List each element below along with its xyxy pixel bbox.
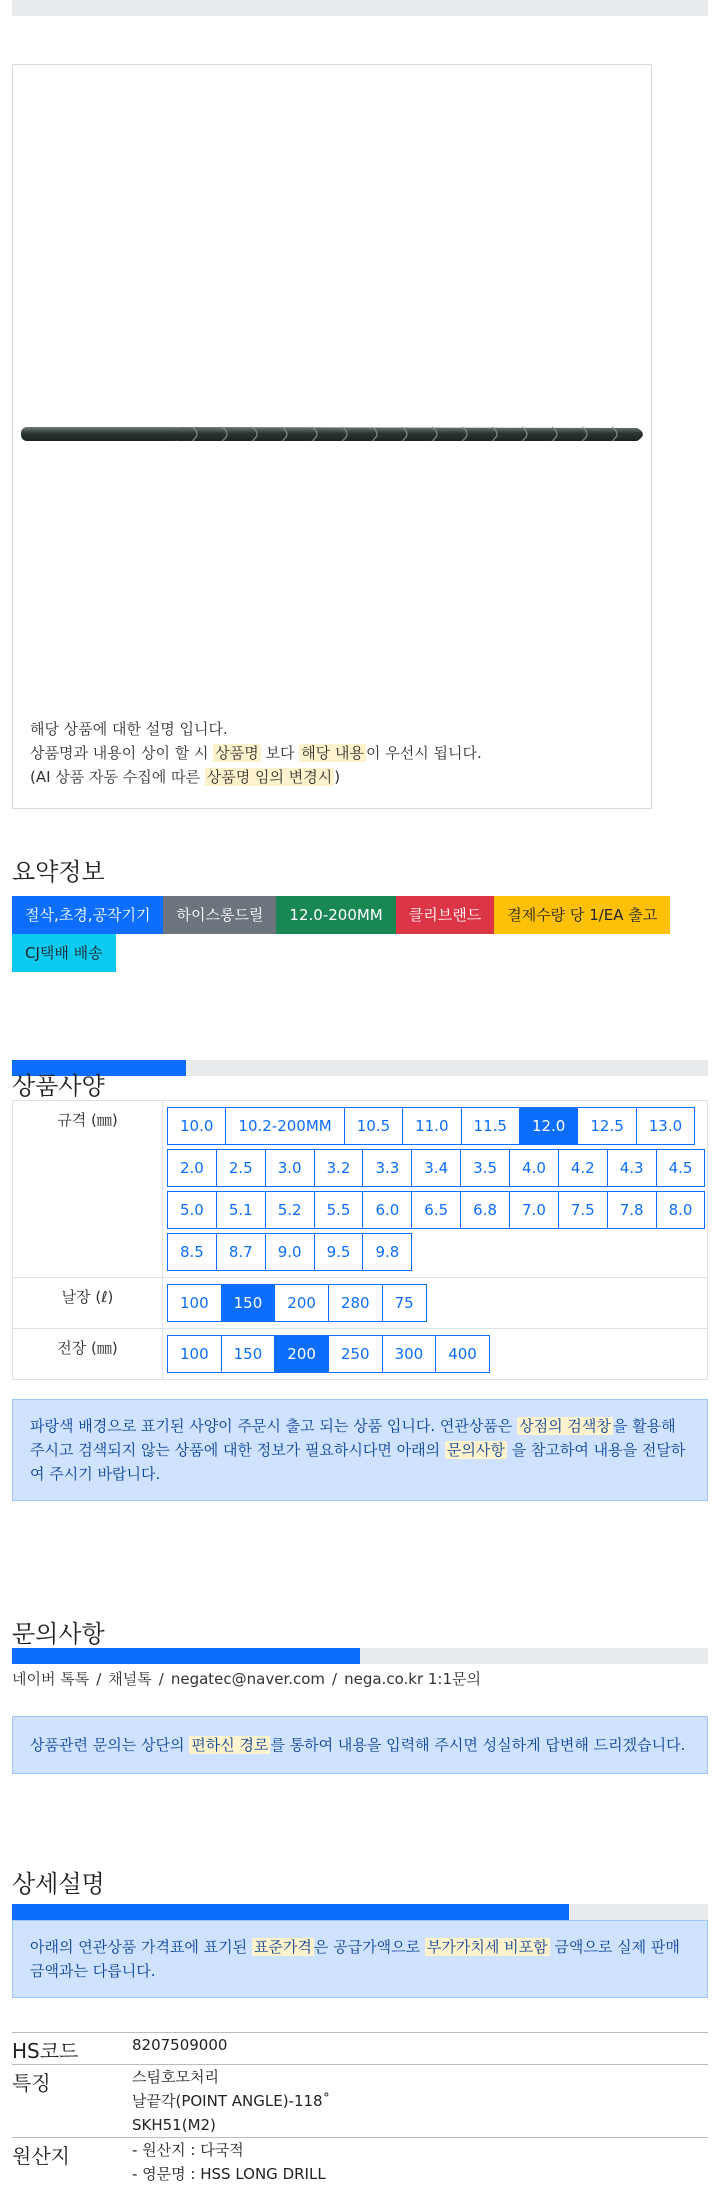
spec-option-button[interactable]: 4.5 bbox=[656, 1149, 706, 1187]
spec-option-button[interactable]: 3.4 bbox=[411, 1149, 461, 1187]
spec-option-button[interactable]: 400 bbox=[435, 1335, 490, 1373]
summary-badge: 결제수량 당 1/EA 출고 bbox=[494, 896, 670, 934]
spec-option-button[interactable]: 2.0 bbox=[167, 1149, 217, 1187]
spec-row bbox=[13, 1101, 707, 1278]
spec-option-button[interactable]: 8.0 bbox=[656, 1191, 706, 1229]
hs-row bbox=[12, 2032, 708, 2064]
spec-option-button[interactable]: 9.0 bbox=[265, 1233, 315, 1271]
summary-badges bbox=[12, 896, 708, 972]
detail-notice: 아래의 연관상품 가격표에 표기된 표준가격 은 공급가액으로 부가가치세 비포함 금액으로 실제 판매금액과는 다릅니다. bbox=[12, 1920, 708, 1998]
spec-option-button[interactable]: 6.0 bbox=[362, 1191, 412, 1229]
hs-value-line: - 영문명 : HSS LONG DRILL bbox=[132, 2165, 326, 2183]
detail-title: 상세설명 bbox=[12, 1870, 105, 1898]
spec-progress-bar bbox=[12, 1060, 708, 1076]
spec-option-button[interactable]: 3.2 bbox=[314, 1149, 364, 1187]
summary-badge: 클리브랜드 bbox=[396, 896, 494, 934]
summary-badge: 12.0-200MM bbox=[276, 896, 395, 934]
hs-row bbox=[12, 2064, 708, 2137]
drill-product-image bbox=[17, 415, 649, 455]
spec-option-button[interactable]: 200 bbox=[274, 1284, 329, 1322]
spec-option-button[interactable]: 5.1 bbox=[216, 1191, 266, 1229]
spec-option-button[interactable]: 3.0 bbox=[265, 1149, 315, 1187]
contact-links bbox=[12, 1668, 481, 1689]
note-line-3: (AI 상품 자동 수집에 따른 상품명 임의 변경시 ) bbox=[30, 768, 341, 786]
hs-key: HS코드 bbox=[12, 2039, 79, 2063]
spec-option-button[interactable]: 11.0 bbox=[402, 1107, 461, 1145]
hs-value bbox=[132, 2065, 708, 2137]
spec-option-button[interactable]: 6.5 bbox=[411, 1191, 461, 1229]
product-image-card bbox=[12, 64, 652, 809]
hs-value-line: 스팀호모처리 bbox=[132, 2068, 219, 2086]
spec-option-button[interactable]: 7.0 bbox=[509, 1191, 559, 1229]
hs-value-line: 8207509000 bbox=[132, 2036, 228, 2054]
spec-option-button[interactable]: 2.5 bbox=[216, 1149, 266, 1187]
spec-option-button[interactable]: 150 bbox=[221, 1335, 276, 1373]
hs-key: 원산지 bbox=[12, 2144, 70, 2168]
spec-option-button[interactable]: 9.8 bbox=[362, 1233, 412, 1271]
link-separator: / bbox=[332, 1670, 338, 1688]
hs-value-line: 날끝각(POINT ANGLE)-118˚ bbox=[132, 2092, 331, 2110]
inquiry-progress-bar bbox=[12, 1648, 708, 1664]
summary-title: 요약정보 bbox=[12, 858, 105, 886]
spec-option-button[interactable]: 4.0 bbox=[509, 1149, 559, 1187]
spec-option-button[interactable]: 12.0 bbox=[519, 1107, 578, 1145]
summary-badge: 절삭,초경,공작기기 bbox=[12, 896, 163, 934]
hs-row bbox=[12, 2137, 708, 2186]
contact-link[interactable]: nega.co.kr 1:1문의 bbox=[344, 1670, 481, 1688]
spec-title: 상품사양 bbox=[12, 1072, 105, 1100]
top-progress-bar bbox=[12, 0, 708, 16]
spec-option-button[interactable]: 7.8 bbox=[607, 1191, 657, 1229]
spec-options-table bbox=[12, 1100, 708, 1380]
spec-notice: 파랑색 배경으로 표기된 사양이 주문시 출고 되는 상품 입니다. 연관상품은 상점의 검색창 을 활용해 주시고 검색되지 않는 상품에 대한 정보가 필요하시다면 아래의 문의사항 을 참고하여 내용을 전달하여 주시기 바랍니다. bbox=[12, 1399, 708, 1501]
inquiry-title: 문의사항 bbox=[12, 1620, 105, 1648]
spec-option-button[interactable]: 10.2-200MM bbox=[225, 1107, 344, 1145]
spec-option-button[interactable]: 13.0 bbox=[636, 1107, 695, 1145]
contact-link[interactable]: 채널톡 bbox=[108, 1670, 152, 1688]
spec-option-button[interactable]: 7.5 bbox=[558, 1191, 608, 1229]
spec-option-button[interactable]: 10.5 bbox=[344, 1107, 403, 1145]
spec-option-group bbox=[163, 1329, 707, 1379]
spec-option-button[interactable]: 4.3 bbox=[607, 1149, 657, 1187]
summary-badge: CJ택배 배송 bbox=[12, 934, 116, 972]
spec-option-button[interactable]: 3.5 bbox=[460, 1149, 510, 1187]
spec-option-button[interactable]: 6.8 bbox=[460, 1191, 510, 1229]
hs-value-line: SKH51(M2) bbox=[132, 2116, 216, 2134]
spec-row-label: 규격 (㎜) bbox=[13, 1101, 163, 1277]
detail-progress-bar bbox=[12, 1904, 708, 1920]
inquiry-notice: 상품관련 문의는 상단의 편하신 경로 를 통하여 내용을 입력해 주시면 성실하게 답변해 드리겠습니다. bbox=[12, 1716, 708, 1774]
hs-value bbox=[132, 2138, 708, 2186]
hs-key: 특징 bbox=[12, 2071, 51, 2095]
spec-option-group bbox=[163, 1101, 707, 1277]
spec-option-button[interactable]: 8.7 bbox=[216, 1233, 266, 1271]
spec-option-button[interactable]: 300 bbox=[382, 1335, 437, 1373]
spec-option-button[interactable]: 100 bbox=[167, 1284, 222, 1322]
note-line-2: 상품명과 내용이 상이 할 시 상품명 보다 해당 내용 이 우선시 됩니다. bbox=[30, 744, 482, 762]
hs-value-line: - 원산지 : 다국적 bbox=[132, 2141, 244, 2159]
spec-option-button[interactable]: 200 bbox=[274, 1335, 329, 1373]
spec-option-group bbox=[163, 1278, 707, 1328]
spec-option-button[interactable]: 9.5 bbox=[314, 1233, 364, 1271]
spec-row-label: 날장 (ℓ) bbox=[13, 1278, 163, 1328]
link-separator: / bbox=[96, 1670, 102, 1688]
spec-row bbox=[13, 1278, 707, 1329]
spec-option-button[interactable]: 75 bbox=[382, 1284, 427, 1322]
hs-value bbox=[132, 2033, 708, 2064]
spec-option-button[interactable]: 11.5 bbox=[461, 1107, 520, 1145]
link-separator: / bbox=[158, 1670, 164, 1688]
spec-option-button[interactable]: 5.2 bbox=[265, 1191, 315, 1229]
spec-option-button[interactable]: 3.3 bbox=[362, 1149, 412, 1187]
hs-info-table bbox=[12, 2032, 708, 2186]
summary-badge: 하이스롱드릴 bbox=[163, 896, 276, 934]
contact-link[interactable]: negatec@naver.com bbox=[170, 1670, 326, 1688]
spec-option-button[interactable]: 100 bbox=[167, 1335, 222, 1373]
spec-option-button[interactable]: 12.5 bbox=[577, 1107, 636, 1145]
product-description-note bbox=[30, 717, 482, 789]
spec-option-button[interactable]: 250 bbox=[328, 1335, 383, 1373]
spec-option-button[interactable]: 4.2 bbox=[558, 1149, 608, 1187]
spec-option-button[interactable]: 280 bbox=[328, 1284, 383, 1322]
contact-link[interactable]: 네이버 톡톡 bbox=[12, 1670, 90, 1688]
spec-option-button[interactable]: 5.0 bbox=[167, 1191, 217, 1229]
spec-option-button[interactable]: 5.5 bbox=[314, 1191, 364, 1229]
note-line-1: 해당 상품에 대한 설명 입니다. bbox=[30, 720, 228, 738]
spec-option-button[interactable]: 10.0 bbox=[167, 1107, 226, 1145]
spec-option-button[interactable]: 8.5 bbox=[167, 1233, 217, 1271]
spec-row-label: 전장 (㎜) bbox=[13, 1329, 163, 1379]
spec-option-button[interactable]: 150 bbox=[221, 1284, 276, 1322]
spec-row bbox=[13, 1329, 707, 1379]
